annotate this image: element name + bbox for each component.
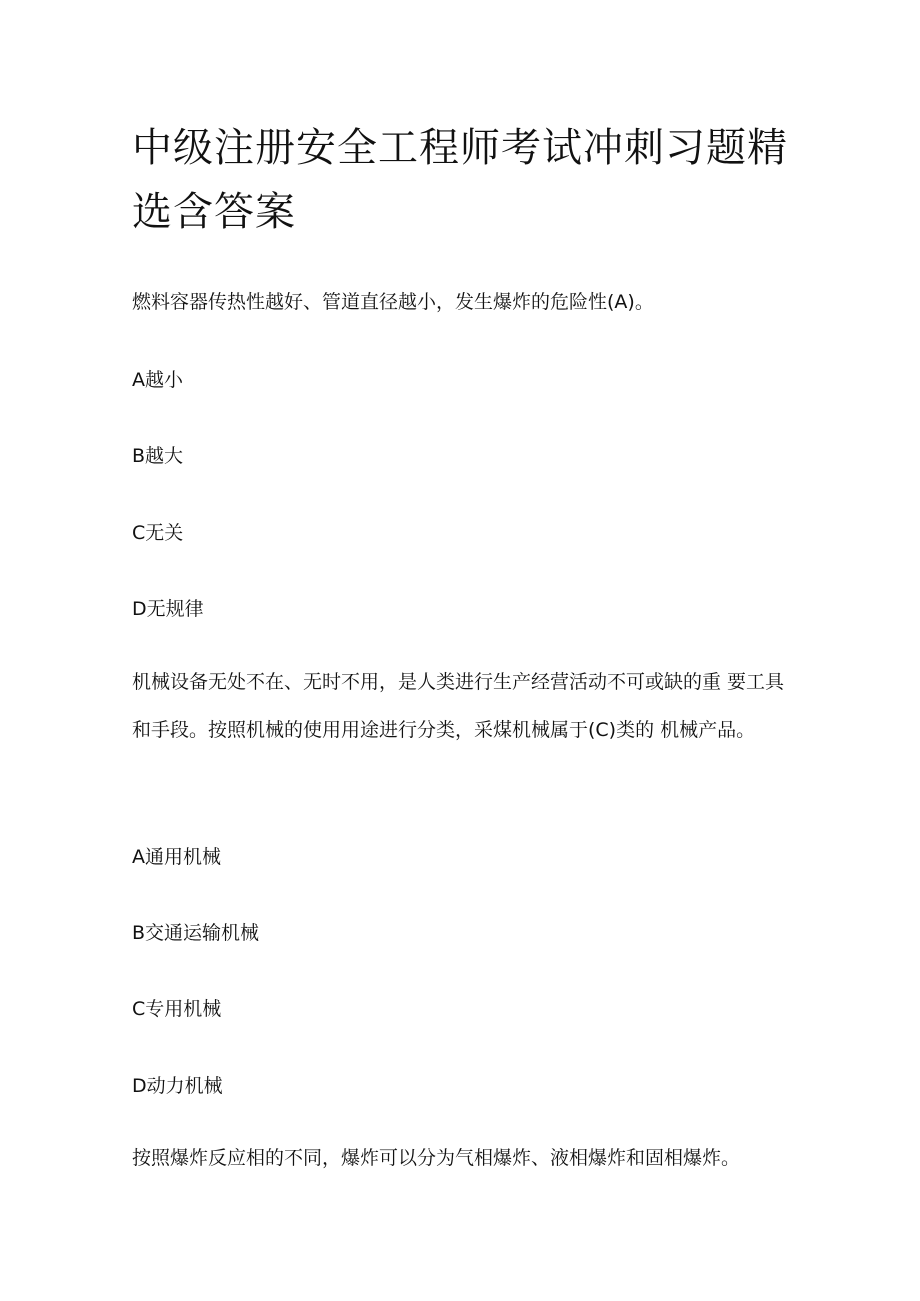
question-1-option-d: D无规律 [132,598,204,620]
question-2-option-a: A通用机械 [132,846,221,868]
question-1-option-a: A越小 [132,369,183,391]
question-1-option-c: C无关 [132,522,184,544]
question-1-option-b: B越大 [132,445,184,467]
question-2-option-c: C专用机械 [132,998,222,1020]
question-2-option-b: B交通运输机械 [132,922,260,944]
question-2-option-d: D动力机械 [132,1075,223,1097]
document-title: 中级注册安全工程师考试冲刺习题精选含答案 [132,125,788,235]
question-3-stem: 按照爆炸反应相的不同，爆炸可以分为气相爆炸、液相爆炸和固相爆炸。 [132,1147,741,1169]
question-2-stem: 机械设备无处不在、无时不用，是人类进行生产经营活动不可或缺的重 要工具和手段。按照机械的使用用途进行分类，采煤机械属于(C)类的 机械产品。 [132,671,785,741]
question-1-stem: 燃料容器传热性越好、管道直径越小，发生爆炸的危险性(A)。 [132,291,654,313]
